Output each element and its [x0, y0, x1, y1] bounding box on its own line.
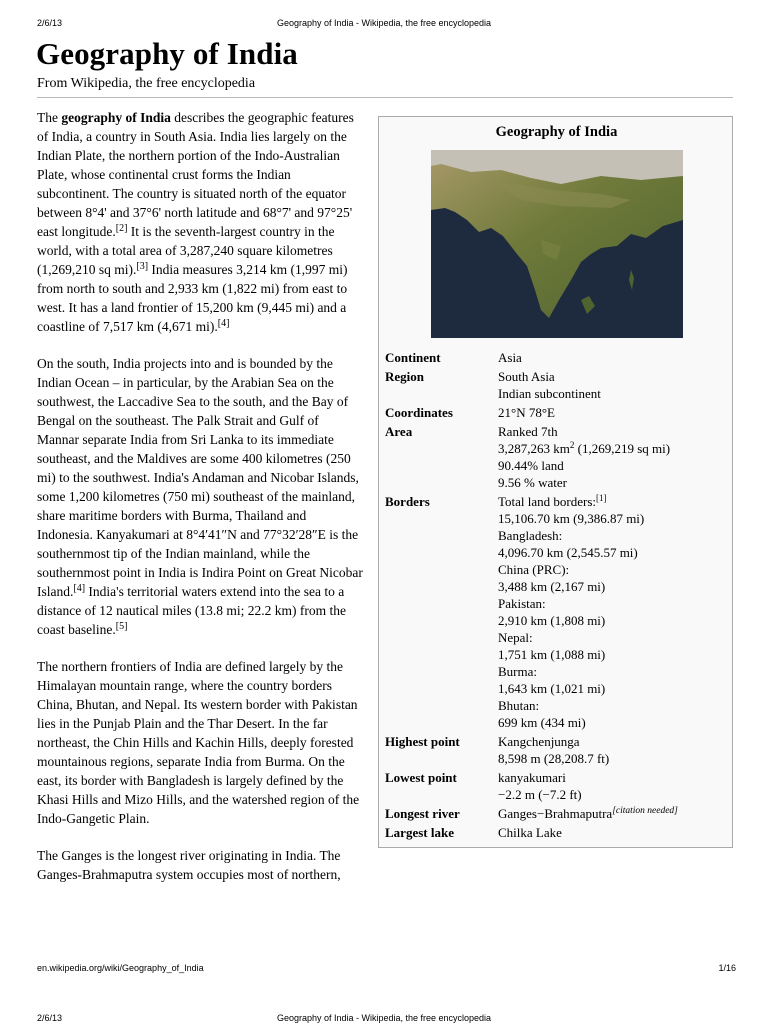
infobox [378, 116, 733, 848]
border-line: China (PRC): [498, 562, 570, 577]
print-header-title: Geography of India - Wikipedia, the free encyclopedia [276, 18, 492, 28]
lowest-label: Lowest point [385, 770, 457, 785]
continent-value: Asia [498, 350, 522, 365]
infobox-row-lake [385, 824, 728, 841]
river-value: Ganges−Brahmaputra[citation needed] [498, 806, 678, 821]
area-water: 9.56 % water [498, 475, 567, 490]
print-footer-url: en.wikipedia.org/wiki/Geography_of_India [37, 963, 204, 973]
india-satellite-map [431, 150, 683, 338]
area-land: 90.44% land [498, 458, 564, 473]
page-subtitle: From Wikipedia, the free encyclopedia [37, 76, 256, 91]
infobox-row-continent [385, 349, 728, 366]
infobox-row-lowest [385, 769, 728, 803]
border-line: Bhutan: [498, 698, 540, 713]
citation-link[interactable]: [4] [217, 318, 230, 329]
title-divider [37, 97, 733, 98]
lake-label: Largest lake [385, 825, 454, 840]
region-value: South Asia [498, 369, 555, 384]
infobox-row-borders [385, 493, 728, 731]
print-footer-page: 1/16 [718, 963, 736, 973]
paragraph-ganges: The Ganges is the longest river originating in India. The Ganges-Brahmaputra system occupies most of northern, [37, 848, 341, 882]
article-body [37, 108, 733, 902]
border-line: 2,910 km (1,808 mi) [498, 613, 606, 628]
infobox-row-highest [385, 733, 728, 767]
lake-value: Chilka Lake [498, 825, 562, 840]
border-line: Pakistan: [498, 596, 546, 611]
coordinates-value: 21°N 78°E [498, 405, 555, 420]
area-label: Area [385, 424, 413, 439]
river-label: Longest river [385, 806, 460, 821]
region-label: Region [385, 369, 424, 384]
border-line: 1,643 km (1,021 mi) [498, 681, 606, 696]
citation-link[interactable]: [2] [115, 223, 128, 234]
highest-elevation: 8,598 m (28,208.7 ft) [498, 751, 610, 766]
infobox-row-area [385, 423, 728, 491]
infobox-row-river [385, 805, 728, 822]
highest-name: Kangchenjunga [498, 734, 580, 749]
citation-link[interactable]: [3] [136, 261, 149, 272]
next-page-header-title: Geography of India - Wikipedia, the free encyclopedia [276, 1013, 492, 1023]
border-line: 1,751 km (1,088 mi) [498, 647, 606, 662]
citation-link[interactable]: [5] [115, 621, 128, 632]
infobox-title: Geography of India [495, 124, 618, 140]
print-header-date: 2/6/13 [37, 18, 63, 28]
border-line: 699 km (434 mi) [498, 715, 586, 730]
infobox-row-region [385, 368, 728, 402]
border-line: Nepal: [498, 630, 533, 645]
lowest-name: kanyakumari [498, 770, 566, 785]
border-line: Burma: [498, 664, 537, 679]
paragraph-south: On the south, India projects into and is bounded by the Indian Ocean – in particular, by the Arabian Sea on the southwest, the Laccadive Sea to the south, and the Bay of Bengal on the southeast. The Palk Strait and Gulf of Mannar separate India from Sri Lanka to its immediate southeast, and the Maldives are some 400 kilometres (250 mi) to the southwest. India's Andaman and Nicobar Islands, some 1,200 kilometres (750 mi) southeast of the mainland, share maritime borders with Burma, Thailand and Indonesia. Kanyakumari at 8°4′41″N and 77°32′28″E is the southernmost tip of the Indian mainland, while the southernmost point in India is Indira Point on Great Nicobar Island.[4] India's territorial waters extend into the sea to a distance of 12 nautical miles (13.8 mi; 22.2 km) from the coast baseline.[5] [37, 356, 363, 637]
citation-needed-note[interactable]: [citation needed] [612, 806, 678, 816]
area-total: 3,287,263 $km^2$ (1,269,219 sq mi) [498, 440, 671, 456]
border-line: 4,096.70 km (2,545.57 mi) [498, 545, 638, 560]
area-rank: Ranked 7th [498, 424, 558, 439]
citation-link[interactable]: [4] [73, 583, 86, 594]
next-page-header-date: 2/6/13 [37, 1013, 63, 1023]
border-line: 3,488 km (2,167 mi) [498, 579, 606, 594]
region-value: Indian subcontinent [498, 386, 601, 401]
infobox-row-coordinates [385, 404, 728, 421]
paragraph-north: The northern frontiers of India are defined largely by the Himalayan mountain range, where the country borders China, Bhutan, and Nepal. Its western border with Pakistan lies in the Punjab Plain and the Thar Desert. In the far northeast, the Chin Hills and Kachin Hills, deeply forested mountainous regions, separate India from Burma. On the east, its border with Bangladesh is largely defined by the Khasi Hills and Mizo Hills, and the watershed region of the Indo-Gangetic Plain. [37, 659, 360, 826]
border-line: Bangladesh: [498, 528, 563, 543]
coordinates-label: Coordinates [385, 405, 453, 420]
continent-label: Continent [385, 350, 441, 365]
borders-total: Total land borders:[1] [498, 493, 607, 509]
citation-link[interactable]: [1] [596, 493, 607, 503]
paragraph-intro: The geography of India describes the geographic features of India, a country in South Asia. India lies largely on the Indian Plate, the northern portion of the Indo-Australian Plate, whose continental crust forms the Indian subcontinent. The country is situated north of the equator between 8°4' and 37°6' north latitude and 68°7' and 97°25' east longitude.[2] It is the seventh-largest country in the world, with a total area of 3,287,240 square kilometres (1,269,210 sq mi).[3] India measures 3,214 km (1,997 mi) from north to south and 2,933 km (1,822 mi) from east to west. It has a land frontier of 15,200 km (9,445 mi) and a coastline of 7,517 km (4,671 mi).[4] [37, 110, 354, 334]
highest-label: Highest point [385, 734, 460, 749]
page-title: Geography of India [36, 36, 298, 71]
lowest-elevation: −2.2 m (−7.2 ft) [498, 787, 582, 802]
borders-label: Borders [385, 494, 430, 509]
border-line: 15,106.70 km (9,386.87 mi) [498, 511, 645, 526]
